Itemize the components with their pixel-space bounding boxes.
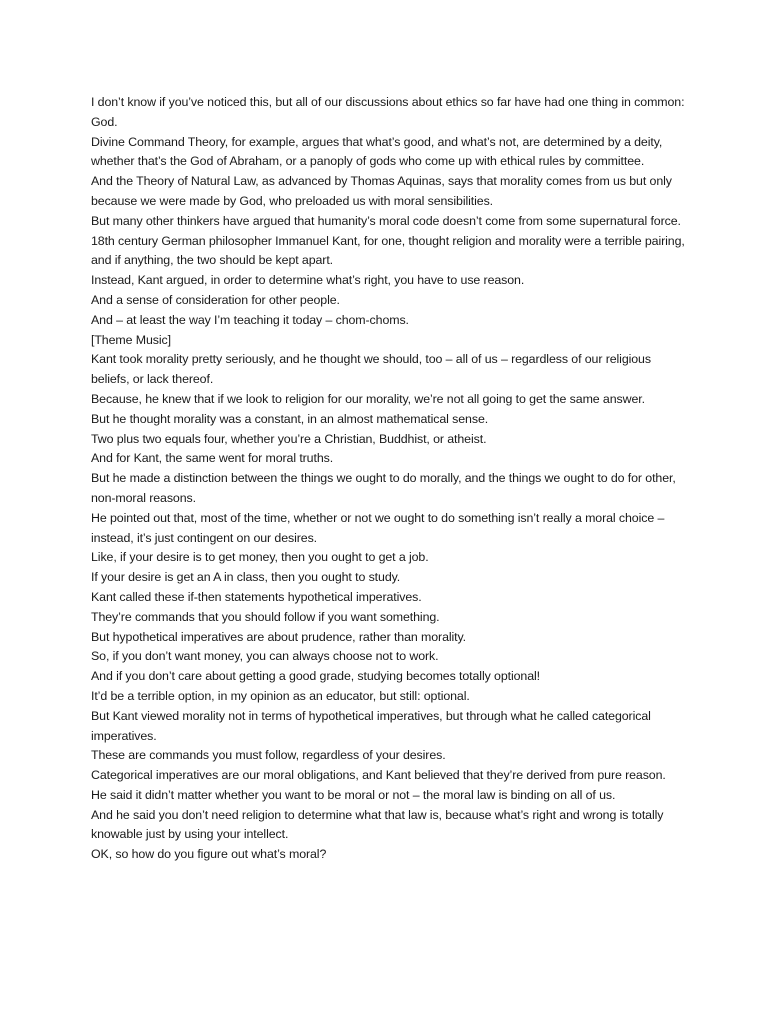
transcript-body <box>91 93 691 865</box>
paragraph: 18th century German philosopher Immanuel Kant, for one, thought religion and morality were a terrible pairing, and if anything, the two should be kept apart. <box>91 233 685 268</box>
paragraph: If your desire is get an A in class, then you ought to study. <box>91 570 401 585</box>
paragraph: These are commands you must follow, regardless of your desires. <box>91 748 446 763</box>
paragraph: And a sense of consideration for other people. <box>91 292 340 307</box>
paragraph: Like, if your desire is to get money, then you ought to get a job. <box>91 550 429 565</box>
paragraph: But many other thinkers have argued that humanity’s moral code doesn’t come from some supernatural force. <box>91 213 681 228</box>
paragraph: Divine Command Theory, for example, argues that what’s good, and what’s not, are determined by a deity, whether that’s the God of Abraham, or a panoply of gods who come up with ethical rules by committee. <box>91 134 663 169</box>
paragraph: Instead, Kant argued, in order to determine what’s right, you have to use reason. <box>91 273 525 288</box>
paragraph: They’re commands that you should follow if you want something. <box>91 609 440 624</box>
paragraph: [Theme Music] <box>91 332 171 347</box>
paragraph: Because, he knew that if we look to religion for our morality, we’re not all going to get the same answer. <box>91 391 645 406</box>
paragraph: Two plus two equals four, whether you’re a Christian, Buddhist, or atheist. <box>91 431 487 446</box>
paragraph: And the Theory of Natural Law, as advanced by Thomas Aquinas, says that morality comes from us but only because we were made by God, who preloaded us with moral sensibilities. <box>91 174 672 208</box>
paragraph: Kant called these if-then statements hypothetical imperatives. <box>91 589 422 604</box>
paragraph: And he said you don’t need religion to determine what that law is, because what’s right and wrong is totally knowable just by using your intellect. <box>91 807 664 842</box>
paragraph: But Kant viewed morality not in terms of hypothetical imperatives, but through what he called categorical imperatives. <box>91 708 651 743</box>
paragraph: OK, so how do you figure out what’s moral? <box>91 847 327 862</box>
paragraph: But hypothetical imperatives are about prudence, rather than morality. <box>91 629 467 644</box>
paragraph: So, if you don’t want money, you can always choose not to work. <box>91 649 439 664</box>
paragraph: But he made a distinction between the things we ought to do morally, and the things we ought to do for other, non-moral reasons. <box>91 471 676 505</box>
paragraph: I don’t know if you’ve noticed this, but all of our discussions about ethics so far have had one thing in common: God. <box>91 95 685 129</box>
paragraph: He said it didn’t matter whether you want to be moral or not – the moral law is binding on all of us. <box>91 787 616 802</box>
paragraph: And if you don’t care about getting a good grade, studying becomes totally optional! <box>91 669 540 684</box>
paragraph: Categorical imperatives are our moral obligations, and Kant believed that they’re derived from pure reason. <box>91 768 666 783</box>
paragraph: And for Kant, the same went for moral truths. <box>91 451 334 466</box>
paragraph: Kant took morality pretty seriously, and he thought we should, too – all of us – regardless of our religious beliefs, or lack thereof. <box>91 352 651 387</box>
paragraph: It’d be a terrible option, in my opinion as an educator, but still: optional. <box>91 688 470 703</box>
paragraph: And – at least the way I’m teaching it today – chom-choms. <box>91 312 409 327</box>
paragraph: But he thought morality was a constant, in an almost mathematical sense. <box>91 411 489 426</box>
paragraph: He pointed out that, most of the time, whether or not we ought to do something isn’t really a moral choice – instead, it’s just contingent on our desires. <box>91 510 665 545</box>
